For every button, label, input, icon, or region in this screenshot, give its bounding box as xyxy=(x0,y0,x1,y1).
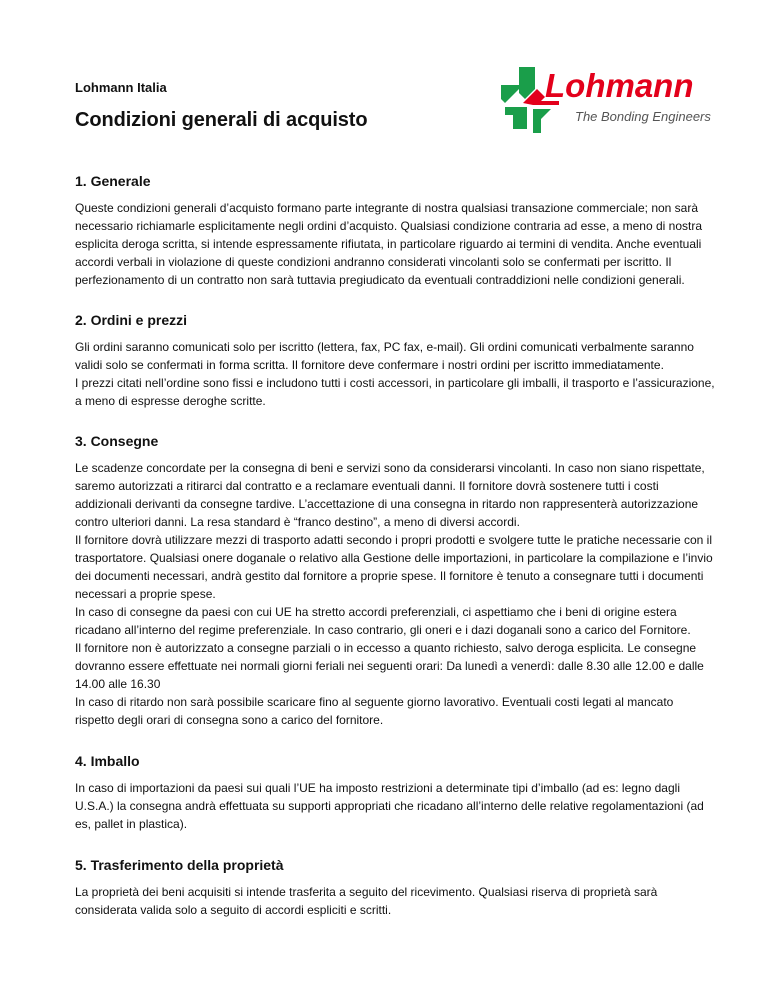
section-paragraph: Le scadenze concordate per la consegna di beni e servizi sono da considerarsi vincolanti. In caso non siano rispettate, saremo autorizzati a ritirarci dal contratto e a reclamare eventuali danni. Il fornitore dovrà sostenere tutti i costi addizionali derivanti da consegne tardive. L’accettazione di una consegna in ritardo non rappresenterà autorizzazione contro ulteriori danni. La resa standard è “franco destino”, a meno di diversi accordi. xyxy=(75,461,705,529)
section-paragraph: I prezzi citati nell’ordine sono fissi e includono tutti i costi accessori, in particolare gli imballi, il trasporto e l’assicurazione, a meno di espresse deroghe scritte. xyxy=(75,376,715,408)
section-paragraph: Queste condizioni generali d’acquisto formano parte integrante di nostra qualsiasi transazione commerciale; non sarà necessario richiamarle esplicitamente negli ordini d’acquisto. Qualsiasi condizione contraria ad esse, a meno di nostra esplicita deroga scritta, si intende espressamente rifiutata, in particolare riguardo ai termini di vendita. Anche eventuali accordi verbali in violazione di queste condizioni andranno considerati vincolanti solo se confermati per iscritto. Il perfezionamento di un contratto non sarà tuttavia pregiudicato da eventuali contraddizioni nelle condizioni generali. xyxy=(75,201,702,287)
section-paragraph: Gli ordini saranno comunicati solo per iscritto (lettera, fax, PC fax, e-mail). Gli ordini comunicati verbalmente saranno validi solo se confermati in forma scritta. Il fornitore deve confermare i nostri ordini per iscritto immediatamente. xyxy=(75,340,694,372)
section-heading: 5. Trasferimento della proprietà xyxy=(75,857,284,873)
section-paragraph: In caso di importazioni da paesi sui quali l’UE ha imposto restrizioni a determinate tipi d’imballo (ad es: legno dagli U.S.A.) la consegna andrà effettuata su supporti appropriati che ricadano all’interno delle relative regolamentazioni (ad es, pallet in plastica). xyxy=(75,781,704,831)
company-name: Lohmann Italia xyxy=(75,80,167,95)
section-generale xyxy=(75,172,715,289)
section-paragraph: La proprietà dei beni acquisiti si intende trasferita a seguito del ricevimento. Qualsiasi riserva di proprietà sarà considerata valida solo a seguito di accordi espliciti e scritti. xyxy=(75,885,658,917)
section-imballo xyxy=(75,752,715,833)
section-consegne xyxy=(75,432,715,729)
section-ordini-e-prezzi xyxy=(75,311,715,410)
lohmann-cross-logo-icon xyxy=(497,63,722,135)
logo-tagline: The Bonding Engineers xyxy=(575,109,711,124)
document-title: Condizioni generali di acquisto xyxy=(75,109,368,131)
section-paragraph: In caso di ritardo non sarà possibile scaricare fino al seguente giorno lavorativo. Eventuali costi legati al mancato rispetto degli orari di consegna sono a carico del fornitore. xyxy=(75,695,674,727)
lohmann-logo xyxy=(497,63,722,135)
section-paragraph: Il fornitore non è autorizzato a consegne parziali o in eccesso a quanto richiesto, salvo deroga esplicita. Le consegne dovranno essere effettuate nei normali giorni feriali nei seguenti orari: Da lunedì a venerdì: dalle 8.30 alle 12.00 e dalle 14.00 alle 16.30 xyxy=(75,641,704,691)
section-heading: 2. Ordini e prezzi xyxy=(75,312,188,328)
section-paragraph: In caso di consegne da paesi con cui UE ha stretto accordi preferenziali, ci aspettiamo che i beni di origine estera ricadano all’interno del regime preferenziale. In caso contrario, gli oneri e i dazi doganali sono a carico del Fornitore. xyxy=(75,605,691,637)
section-heading: 3. Consegne xyxy=(75,433,159,449)
section-heading: 4. Imballo xyxy=(75,753,140,769)
section-trasferimento-proprieta xyxy=(75,856,715,919)
document-body xyxy=(75,172,715,943)
section-heading: 1. Generale xyxy=(75,173,151,189)
section-paragraph: Il fornitore dovrà utilizzare mezzi di trasporto adatti secondo i propri prodotti e svolgere tutte le pratiche necessarie con il trasportatore. Qualsiasi onere doganale o relativo alla Gestione delle importazioni, in particolare la compilazione e l’invio dei documenti necessari, andrà gestito dal fornitore a proprie spese. Il fornitore è tenuto a consegnare tutti i documenti necessari a proprie spese. xyxy=(75,533,713,601)
logo-wordmark: Lohmann xyxy=(545,67,694,104)
